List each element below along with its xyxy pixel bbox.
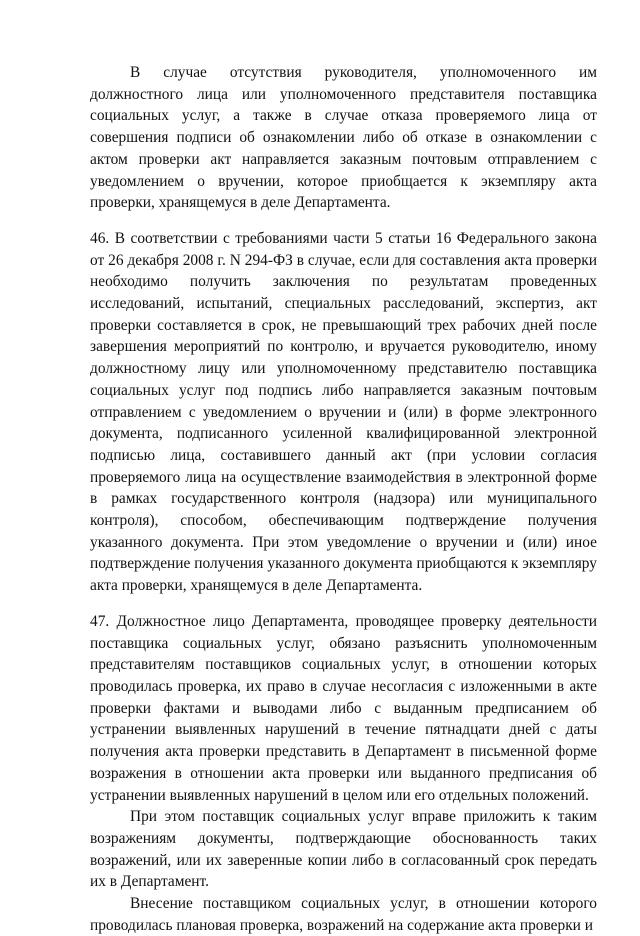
paragraph-47: 47. Должностное лицо Департамента, проводящее проверку деятельности поставщика социальных услуг, обязано разъяснить уполномоченным представителям поставщиков социальных услуг, в отношении которых проводилась проверка, их право в случае несогласия с изложенными в акте проверки фактами и выводами либо с выданным предписанием об устранении выявленных нарушений в течение пятнадцати дней с даты получения акта проверки представить в Департамент в письменной форме возражения в отношении акта проверки или выданного предписания об устранении выявленных нарушений в целом или его отдельных положений. [90, 612, 597, 804]
paragraph-objections-submission: Внесение поставщиком социальных услуг, в отношении которого проводилась плановая проверка, возражений на содержание акта проверки и [90, 895, 597, 934]
paragraph-objections-attachments: При этом поставщик социальных услуг вправе приложить к таким возражениям документы, подтверждающие обоснованность таких возражений, или их заверенные копии либо в согласованный срок передать их в Департамент. [90, 808, 597, 891]
paragraph-absence-delivery: В случае отсутствия руководителя, уполномоченного им должностного лица или уполномоченного представителя поставщика социальных услуг, а также в случае отказа проверяемого лица от совершения подписи об ознакомлении либо об отказе в ознакомлении с актом проверки акт направляется заказным почтовым отправлением с уведомлением о вручении, которое приобщается к экземпляру акта проверки, хранящемуся в деле Департамента. [90, 64, 597, 212]
paragraph-46: 46. В соответствии с требованиями части 5 статьи 16 Федерального закона от 26 декабря 2008 г. N 294-ФЗ в случае, если для составления акта проверки необходимо получить заключения по результатам проведенных исследований, испытаний, специальных расследований, экспертиз, акт проверки составляется в срок, не превышающий трех рабочих дней после завершения мероприятий по контролю, и вручается руководителю, иному должностному лицу или уполномоченному представителю поставщика социальных услуг под подпись либо направляется заказным почтовым отправлением с уведомлением о вручении и (или) в форме электронного документа, подписанного усиленной квалифицированной электронной подписью лица, составившего данный акт (при условии согласия проверяемого лица на осуществление взаимодействия в электронной форме в рамках государственного контроля (надзора) или муниципального контроля), способом, обеспечивающим подтверждение получения указанного документа. При этом уведомление о вручении и (или) иное подтверждение получения указанного документа приобщаются к экземпляру акта проверки, хранящемуся в деле Департамента. [90, 229, 597, 595]
